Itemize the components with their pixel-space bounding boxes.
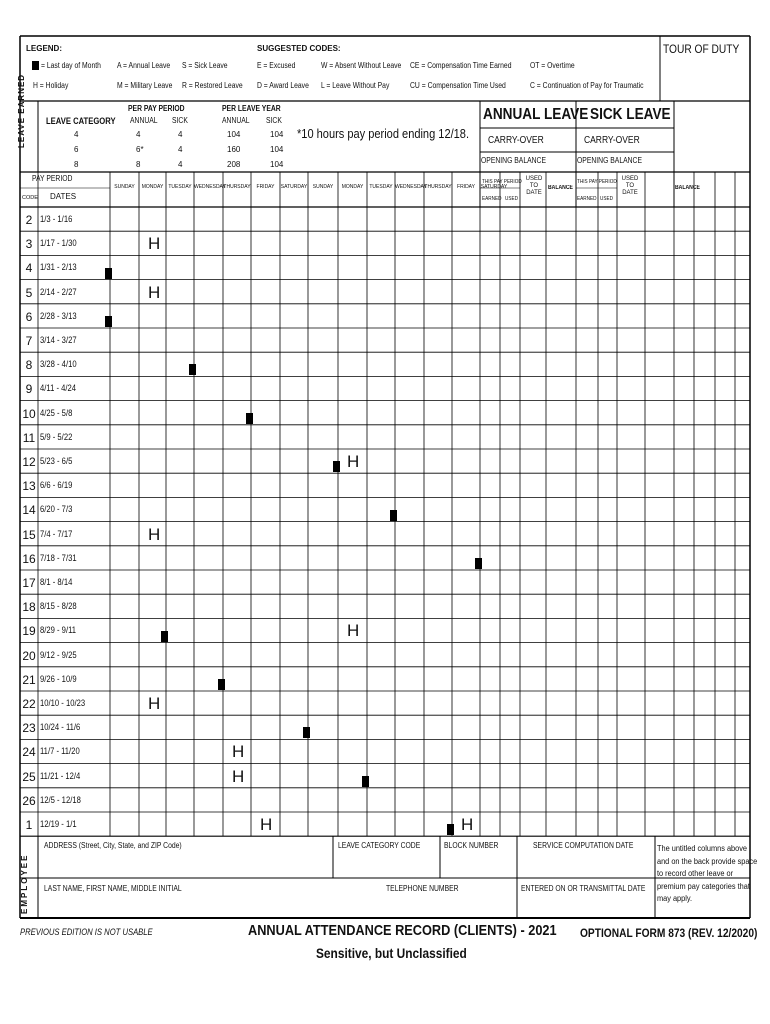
ly-sick-header: SICK (266, 116, 282, 125)
last-day-of-month-marker (218, 679, 225, 690)
form-number: OPTIONAL FORM 873 (REV. 12/2020) (580, 926, 758, 940)
last-day-of-month-marker (475, 558, 482, 569)
code-comp-earned: CE = Compensation Time Earned (410, 61, 512, 70)
last-day-of-month-marker (303, 727, 310, 738)
employee-name-field[interactable]: LAST NAME, FIRST NAME, MIDDLE INITIAL (44, 884, 182, 893)
period-code: 10 (22, 406, 36, 421)
period-dates: 6/6 - 6/19 (40, 480, 73, 491)
code-comp-used: CU = Compensation Time Used (410, 81, 506, 90)
leave-category-code-field[interactable]: LEAVE CATEGORY CODE (338, 841, 421, 850)
period-code: 16 (22, 551, 36, 566)
day-header-wednesday: WEDNESDAY (395, 184, 427, 190)
annual-balance-label: BALANCE (548, 185, 573, 191)
period-code: 15 (22, 527, 36, 542)
period-dates: 9/26 - 10/9 (40, 673, 77, 684)
telephone-field[interactable]: TELEPHONE NUMBER (386, 884, 459, 893)
leave-category-header: LEAVE CATEGORY (46, 116, 116, 126)
address-field[interactable]: ADDRESS (Street, City, State, and ZIP Code) (44, 841, 182, 850)
previous-edition-note: PREVIOUS EDITION IS NOT USABLE (20, 927, 153, 937)
last-day-of-month-marker (105, 316, 112, 327)
code-excused: E = Excused (257, 61, 296, 70)
period-code: 11 (22, 430, 36, 445)
holiday-mark: H (148, 524, 161, 544)
period-code: 5 (25, 285, 33, 300)
period-code: 23 (22, 721, 36, 736)
period-code: 2 (25, 213, 33, 227)
holiday-mark: H (148, 282, 161, 302)
period-dates: 9/12 - 9/25 (40, 649, 77, 660)
code-overtime: OT = Overtime (530, 61, 575, 70)
tour-of-duty-label: TOUR OF DUTY (663, 42, 740, 56)
pp-sick-header: SICK (172, 116, 188, 125)
period-code: 14 (22, 503, 36, 518)
period-code: 12 (22, 455, 36, 469)
period-dates: 4/11 - 4/24 (40, 383, 77, 394)
code-award: D = Award Leave (257, 81, 309, 90)
block-number-field[interactable]: BLOCK NUMBER (444, 841, 499, 850)
black-square-icon (32, 61, 39, 70)
period-code: 8 (25, 358, 33, 373)
leave-earned-ly-sick-value: 104 (270, 130, 284, 139)
leave-earned-ly-annual-value: 104 (227, 130, 241, 139)
annual-leave-title: ANNUAL LEAVE (483, 106, 589, 123)
period-code: 4 (25, 261, 33, 276)
code-lwop: L = Leave Without Pay (321, 81, 390, 90)
leave-earned-side-label: LEAVE EARNED (17, 73, 26, 148)
service-computation-date-field[interactable]: SERVICE COMPUTATION DATE (533, 841, 634, 850)
last-day-of-month-marker (390, 510, 397, 521)
day-header-thursday: THURSDAY (223, 184, 251, 190)
period-dates: 7/18 - 7/31 (40, 552, 77, 563)
period-dates: 11/21 - 12/4 (40, 770, 81, 781)
period-dates: 2/28 - 3/13 (40, 310, 77, 321)
leave-earned-cat-value: 6 (74, 145, 79, 154)
period-code: 26 (22, 793, 36, 808)
period-code: 1 (25, 818, 33, 832)
ly-annual-header: ANNUAL (222, 116, 250, 125)
period-dates: 12/5 - 12/18 (40, 794, 81, 805)
annual-this-period-label: THIS PAY PERIOD (482, 179, 522, 185)
leave-earned-pp-annual-value: 4 (136, 130, 141, 139)
period-dates: 2/14 - 2/27 (40, 286, 77, 297)
holiday-mark: H (148, 694, 161, 713)
period-code: 17 (22, 576, 36, 590)
annual-used-to-date-label: USED TO DATE (525, 176, 543, 196)
suggested-codes-title: SUGGESTED CODES: (257, 44, 341, 53)
per-pay-period-header: PER PAY PERIOD (128, 104, 185, 113)
annual-carry-over-label: CARRY-OVER (488, 135, 544, 146)
day-header-friday: FRIDAY (256, 184, 275, 190)
period-code: 3 (25, 237, 33, 252)
day-header-tuesday: TUESDAY (168, 184, 192, 190)
last-day-of-month-marker (161, 631, 168, 642)
leave-earned-cat-value: 8 (74, 160, 79, 169)
period-dates: 4/25 - 5/8 (40, 407, 73, 418)
leave-earned-ly-annual-value: 160 (227, 145, 241, 154)
legend-sick: S = Sick Leave (182, 61, 228, 70)
period-code: 24 (22, 745, 36, 760)
period-dates: 11/7 - 11/20 (40, 746, 80, 757)
form-title: ANNUAL ATTENDANCE RECORD (CLIENTS) - 2021 (248, 922, 557, 939)
entered-on-date-field[interactable]: ENTERED ON OR TRANSMITTAL DATE (521, 884, 646, 893)
day-header-tuesday: TUESDAY (369, 184, 393, 190)
day-header-saturday: SATURDAY (480, 184, 508, 190)
leave-earned-pp-annual-value: 6* (136, 145, 144, 154)
day-header-saturday: SATURDAY (280, 184, 308, 190)
leave-earned-pp-sick-value: 4 (178, 160, 183, 169)
sick-carry-over-label: CARRY-OVER (584, 135, 640, 146)
annual-used-label: USED (505, 196, 518, 202)
period-dates: 1/31 - 2/13 (40, 262, 77, 273)
annual-earned-label: EARNED (482, 196, 502, 202)
period-code: 25 (22, 769, 36, 784)
annual-opening-balance-label: OPENING BALANCE (481, 156, 546, 165)
period-dates: 3/28 - 4/10 (40, 359, 77, 370)
legend-annual: A = Annual Leave (117, 61, 171, 70)
period-dates: 10/10 - 10/23 (40, 698, 86, 708)
day-header-thursday: THURSDAY (424, 184, 452, 190)
leave-earned-pp-sick-value: 4 (178, 145, 183, 154)
period-dates: 7/4 - 7/17 (40, 528, 73, 539)
period-dates: 8/15 - 8/28 (40, 601, 77, 612)
sick-balance-label: BALANCE (675, 185, 700, 191)
last-day-of-month-marker (333, 461, 340, 472)
day-header-friday: FRIDAY (457, 184, 475, 190)
holiday-mark: H (461, 815, 474, 834)
legend-title: LEGEND: (26, 44, 62, 53)
sick-this-period-label: THIS PAY PERIOD (577, 179, 617, 185)
period-code: 9 (25, 382, 33, 397)
form-subtitle: Sensitive, but Unclassified (316, 945, 467, 961)
period-code: 13 (22, 479, 36, 494)
sick-used-label: USED (600, 196, 613, 202)
leave-earned-ly-sick-value: 104 (270, 145, 284, 154)
code-awol: W = Absent Without Leave (321, 61, 402, 70)
day-header-monday: MONDAY (141, 184, 164, 190)
period-dates: 8/29 - 9/11 (40, 625, 77, 636)
period-dates: 1/17 - 1/30 (40, 238, 77, 249)
holiday-mark: H (232, 766, 245, 786)
pay-period-note: *10 hours pay period ending 12/18. (297, 126, 470, 141)
leave-earned-ly-sick-value: 104 (270, 160, 284, 169)
code-continuation: C = Continuation of Pay for Traumatic (530, 81, 644, 90)
period-code: 18 (22, 600, 36, 615)
day-header-monday: MONDAY (341, 184, 364, 190)
period-code: 20 (22, 648, 36, 663)
period-code: 21 (22, 672, 36, 687)
day-header-sunday: SUNDAY (114, 184, 135, 190)
day-header-wednesday: WEDNESDAY (194, 184, 226, 190)
period-code: 19 (22, 624, 36, 639)
last-day-of-month-marker (105, 268, 112, 279)
dates-header: DATES (50, 192, 77, 201)
day-header-sunday: SUNDAY (312, 184, 334, 190)
legend-holiday: H = Holiday (33, 81, 69, 90)
period-code: 6 (25, 309, 33, 324)
holiday-mark: H (260, 815, 273, 834)
holiday-mark: H (148, 234, 161, 254)
period-dates: 5/9 - 5/22 (40, 431, 73, 442)
legend-last-day: = Last day of Month (32, 61, 112, 70)
leave-earned-pp-sick-value: 4 (178, 130, 183, 139)
legend-military: M = Military Leave (117, 81, 173, 90)
leave-earned-ly-annual-value: 208 (227, 160, 241, 169)
period-dates: 6/20 - 7/3 (40, 504, 73, 515)
holiday-mark: H (347, 621, 360, 641)
sick-used-to-date-label: USED TO DATE (621, 176, 639, 196)
pp-annual-header: ANNUAL (130, 116, 158, 125)
last-day-of-month-marker (189, 364, 196, 375)
period-dates: 8/1 - 8/14 (40, 577, 73, 587)
sick-opening-balance-label: OPENING BALANCE (577, 156, 642, 165)
period-dates: 3/14 - 3/27 (40, 335, 77, 345)
last-day-of-month-marker (246, 413, 253, 424)
sick-leave-title: SICK LEAVE (590, 106, 671, 123)
pay-period-header: PAY PERIOD (32, 174, 73, 183)
period-dates: 10/24 - 11/6 (40, 722, 81, 733)
code-header: CODE (22, 195, 38, 201)
period-code: 22 (22, 697, 36, 711)
period-dates: 1/3 - 1/16 (40, 214, 73, 224)
period-dates: 5/23 - 6/5 (40, 456, 73, 466)
sick-earned-label: EARNED (577, 196, 597, 202)
last-day-of-month-marker (447, 824, 454, 835)
leave-earned-pp-annual-value: 8 (136, 160, 141, 169)
last-day-of-month-marker (362, 776, 369, 787)
per-leave-year-header: PER LEAVE YEAR (222, 104, 281, 113)
leave-earned-cat-value: 4 (74, 130, 79, 139)
holiday-mark: H (347, 452, 360, 471)
period-code: 7 (25, 334, 33, 348)
legend-restored: R = Restored Leave (182, 81, 243, 90)
period-dates: 12/19 - 1/1 (40, 819, 77, 829)
untitled-columns-note: The untitled columns above and on the back provide space to record other leave or premium pay categories that may apply. (657, 844, 758, 903)
holiday-mark: H (232, 742, 245, 762)
employee-side-label: EMPLOYEE (20, 853, 29, 914)
